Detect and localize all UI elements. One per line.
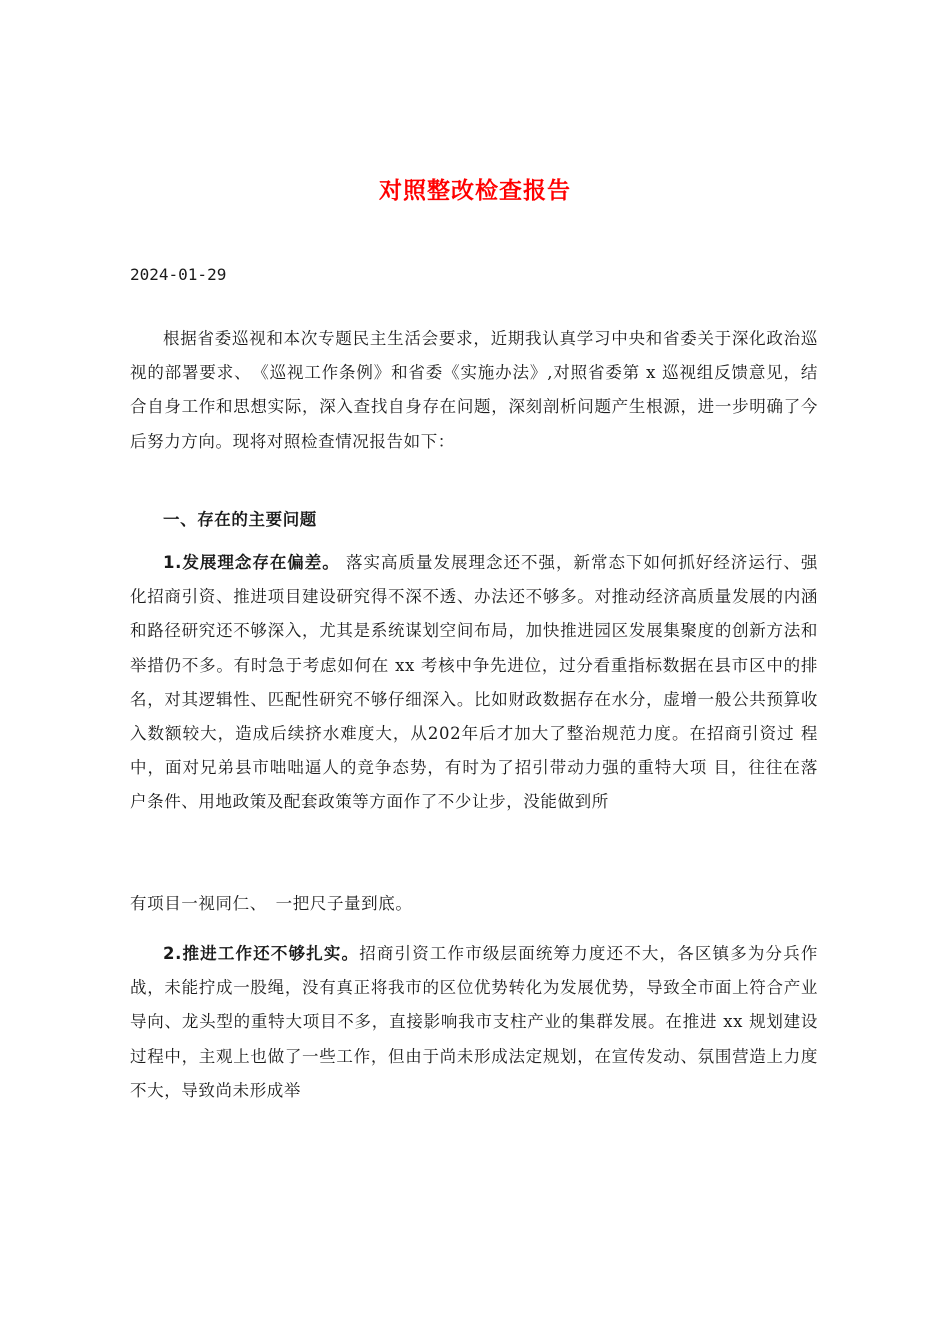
item-1-body: 落实高质量发展理念还不强，新常态下如何抓好经济运行、强化招商引资、推进项目建设研究得不深不透、办法还不够多。对推动经济高质量发展的内涵和路径研究还不够深入，尤其是系统谋划空间布局，加快推进园区发展集聚度的创新方法和举措仍不多。有时急于考虑如何在 xx 考核中争先进位，过分看重指标数据在县市区中的排名，对其逻辑性、匹配性研究不够仔细深入。比如财政数据存在水分，虚增一般公共预算收入数额较大，造成后续挤水难度大，从202年后才加大了整治规范力度。在招商引资过 程中，面对兄弟县市咄咄逼人的竞争态势，有时为了招引带动力强的重特大项 目，往往在落户条件、用地政策及配套政策等方面作了不少让步，没能做到所 (130, 553, 818, 812)
item-2-paragraph (130, 937, 818, 1108)
item-2-body: 招商引资工作市级层面统筹力度还不大，各区镇多为分兵作战，未能拧成一股绳，没有真正将我市的区位优势转化为发展优势，导致全市面上符合产业导向、龙头型的重特大项目不多，直接影响我市支柱产业的集群发展。在推进 xx 规划建设过程中，主观上也做了一些工作，但由于尚未形成法定规划，在宣传发动、氛围营造上力度不大，导致尚未形成举 (130, 944, 818, 1100)
item-1-lead: 1.发展理念存在偏差。 (163, 553, 340, 572)
section-heading: 一、存在的主要问题 (163, 510, 317, 529)
item-1-paragraph (130, 546, 818, 820)
document-title: 对照整改检查报告 (379, 178, 571, 204)
intro-paragraph: 根据省委巡视和本次专题民主生活会要求，近期我认真学习中央和省委关于深化政治巡视的部署要求、 《巡视工作条例》和省委《实施办法》,对照省委第 x 巡视组反馈意见，结合自身工作和思想实际，深入查找自身存在问题，深刻剖析问题产生根源，进一步明确了今后努力方向。现将对照检查情况报告如下： (130, 329, 818, 451)
document-date: 2024-01-29 (130, 265, 227, 284)
item-2-lead: 2.推进工作还不够扎实。 (163, 944, 360, 963)
item-1-tail: 有项目一视同仁、 一把尺子量到底。 (130, 894, 413, 913)
